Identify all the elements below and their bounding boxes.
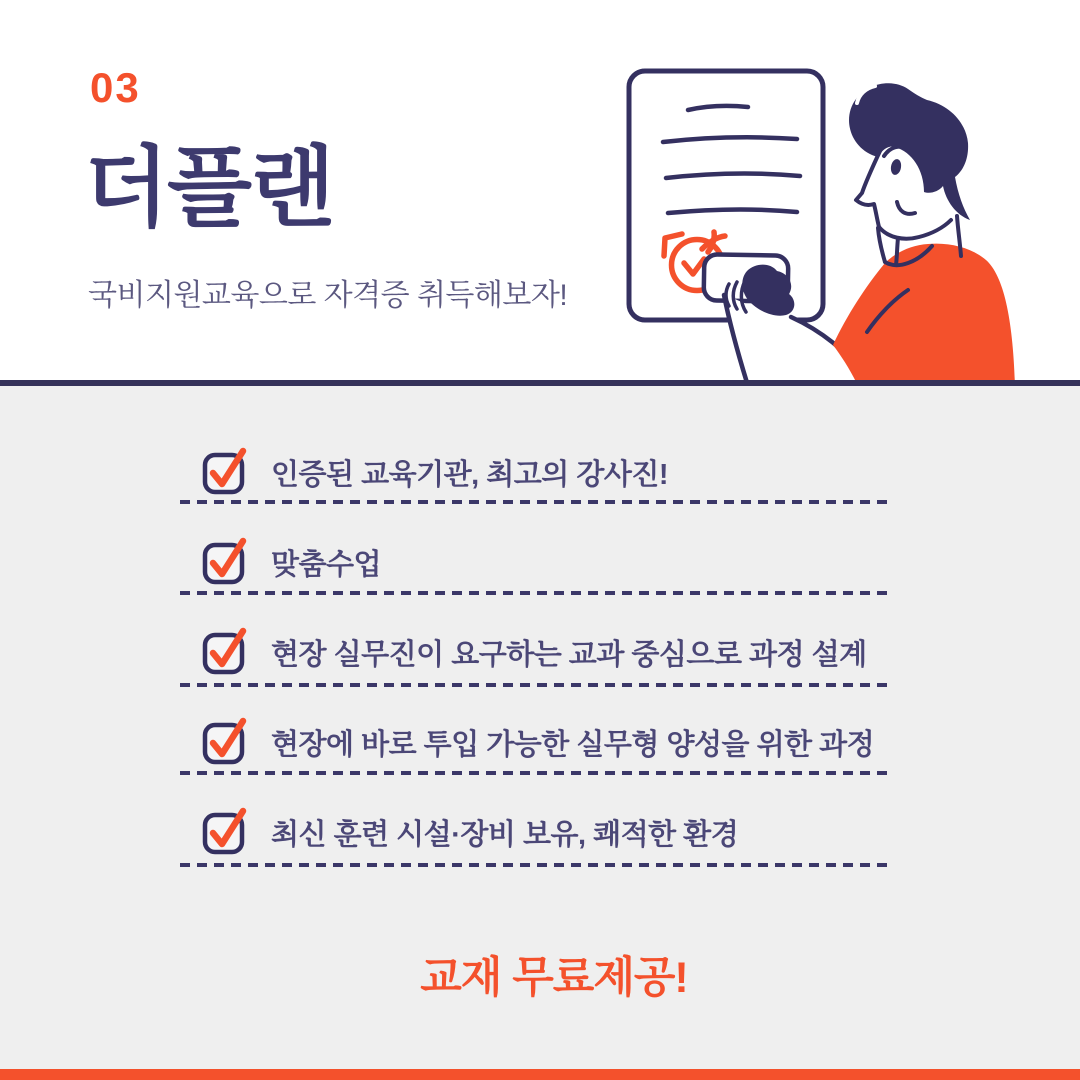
- shirt: [833, 244, 1015, 386]
- footer-highlight: 교재 무료제공!: [420, 954, 688, 1002]
- page-title: 더플랜: [84, 138, 334, 237]
- dashed-separator: [180, 591, 887, 595]
- checklist-item: [200, 712, 874, 768]
- bottom-accent-bar: [0, 1069, 1080, 1080]
- section-divider: [0, 380, 1080, 386]
- eye: [890, 158, 903, 175]
- checkbox-checked-icon: [200, 444, 252, 496]
- checkbox-checked-icon: [200, 804, 252, 856]
- dashed-separator: [180, 863, 887, 867]
- checkbox-checked-icon: [200, 714, 252, 766]
- dashed-separator: [180, 683, 887, 687]
- checkbox-checked-icon: [200, 534, 252, 586]
- dashed-separator: [180, 500, 887, 504]
- checkbox-checked-icon: [200, 624, 252, 676]
- slide-number: 03: [90, 64, 141, 111]
- checklist-item: [200, 802, 738, 858]
- header-section: [0, 0, 1080, 380]
- dashed-separator: [180, 771, 887, 775]
- checklist-item: [200, 442, 668, 498]
- checklist-item: [200, 532, 381, 588]
- checklist-item: [200, 622, 867, 678]
- checklist-item-label: 인증된 교육기관, 최고의 강사진!: [271, 458, 669, 491]
- stamping-man-illustration: [600, 55, 1040, 386]
- checklist-item-label: 최신 훈련 시설·장비 보유, 쾌적한 환경: [271, 818, 739, 851]
- checklist-item-label: 현장에 바로 투입 가능한 실무형 양성을 위한 과정: [271, 728, 875, 761]
- checklist-item-label: 맞춤수업: [271, 548, 382, 581]
- checklist-item-label: 현장 실무진이 요구하는 교과 중심으로 과정 설계: [271, 638, 867, 671]
- hair: [849, 83, 970, 220]
- page-subtitle: 국비지원교육으로 자격증 취득해보자!: [88, 279, 568, 312]
